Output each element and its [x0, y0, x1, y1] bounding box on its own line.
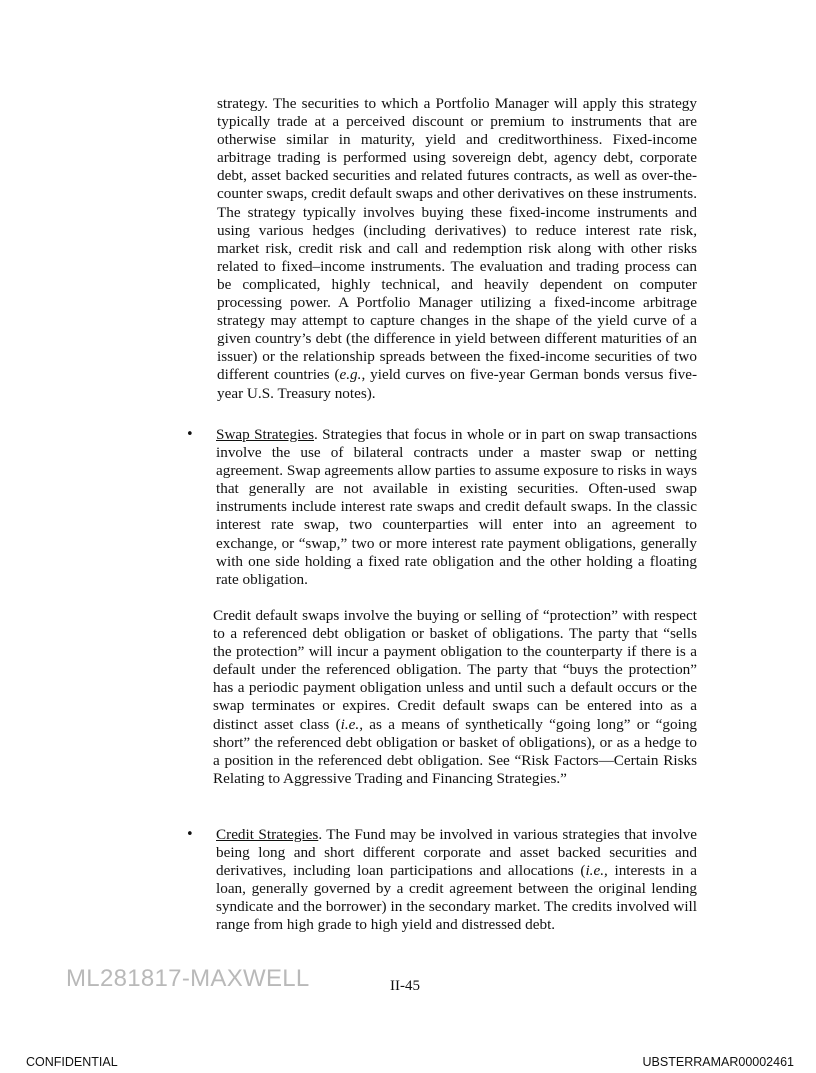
intro-italic: e.g. [339, 366, 362, 384]
bates-watermark: ML281817-MAXWELL [66, 965, 310, 992]
bates-number: UBSTERRAMAR00002461 [642, 1055, 794, 1069]
cds-text-2: , as a means of synthetically “going long” or “going short” the referenced debt obligation or basket of obligations), or as a hedge to a position in the referenced debt obligation. See “Risk Factors—Certain Risks Relating to Aggressive Trading and Financing Strategies.” [213, 715, 698, 787]
cds-italic: i.e. [340, 715, 360, 733]
swap-strategies-bullet [186, 426, 697, 589]
bullet-icon: • [186, 827, 194, 842]
bullet-icon: • [186, 427, 194, 442]
credit-italic: i.e. [585, 862, 605, 880]
cds-text-1: Credit default swaps involve the buying or selling of “protection” with respect to a referenced debt obligation or basket of obligations. The party that “sells the protection” will incur a payment obligation to the counterparty if there is a default under the referenced obligation. The party that “buys the protection” has a periodic payment obligation unless and until such a default occurs or the swap terminates or expires. Credit default swaps can be entered into as a distinct asset class ( [213, 607, 697, 733]
swap-strategies-heading: Swap Strategies [216, 426, 314, 443]
credit-strategies-bullet [186, 826, 697, 935]
credit-text-1: . The Fund may be involved in various strategies that involve being long and short different corporate and asset backed securities and derivatives, including loan participations and allocations ( [216, 826, 698, 880]
credit-default-swaps-paragraph [213, 607, 697, 788]
credit-text-2: , interests in a loan, generally governed by a credit agreement between the original lending syndicate and the borrower) in the secondary market. The credits involved will range from high grade to high yield and distressed debt. [216, 862, 698, 934]
swap-strategies-text: . Strategies that focus in whole or in part on swap transactions involve the use of bilateral contracts under a master swap or netting agreement. Swap agreements allow parties to assume exposure to risks in ways that generally are not available in existing securities. Often-used swap instruments include interest rate swaps and credit default swaps. In the classic interest rate swap, two counterparties will enter into an agreement to exchange, or “swap,” two or more interest rate payment obligations, generally with one side holding a fixed rate obligation and the other holding a floating rate obligation. [216, 426, 697, 588]
intro-paragraph [217, 95, 697, 403]
intro-end: , yield curves on five-year German bonds versus five-year U.S. Treasury notes). [217, 366, 698, 402]
credit-strategies-paragraph [216, 826, 697, 935]
swap-strategies-paragraph [216, 426, 697, 589]
credit-strategies-heading: Credit Strategies [216, 826, 319, 843]
page-number: II-45 [390, 978, 420, 994]
confidential-label: CONFIDENTIAL [26, 1055, 118, 1069]
intro-text: strategy. The securities to which a Portfolio Manager will apply this strategy typically trade at a perceived discount or premium to instruments that are otherwise similar in maturity, yield and creditworthiness. Fixed-income arbitrage trading is performed using sovereign debt, agency debt, corporate debt, asset backed securities and related futures contracts, as well as over-the-counter swaps, credit default swaps and other derivatives on these instruments. The strategy typically involves buying these fixed-income instruments and using various hedges (including derivatives) to reduce interest rate risk, market risk, credit risk and call and redemption risk along with other risks related to fixed–income instruments. The evaluation and trading process can be complicated, highly technical, and heavily dependent on computer processing power. A Portfolio Manager utilizing a fixed-income arbitrage strategy may attempt to capture changes in the shape of the yield curve of a given country’s debt (the difference in yield between different maturities of an issuer) or the relationship spreads between the fixed-income securities of two different countries ( [217, 95, 697, 384]
